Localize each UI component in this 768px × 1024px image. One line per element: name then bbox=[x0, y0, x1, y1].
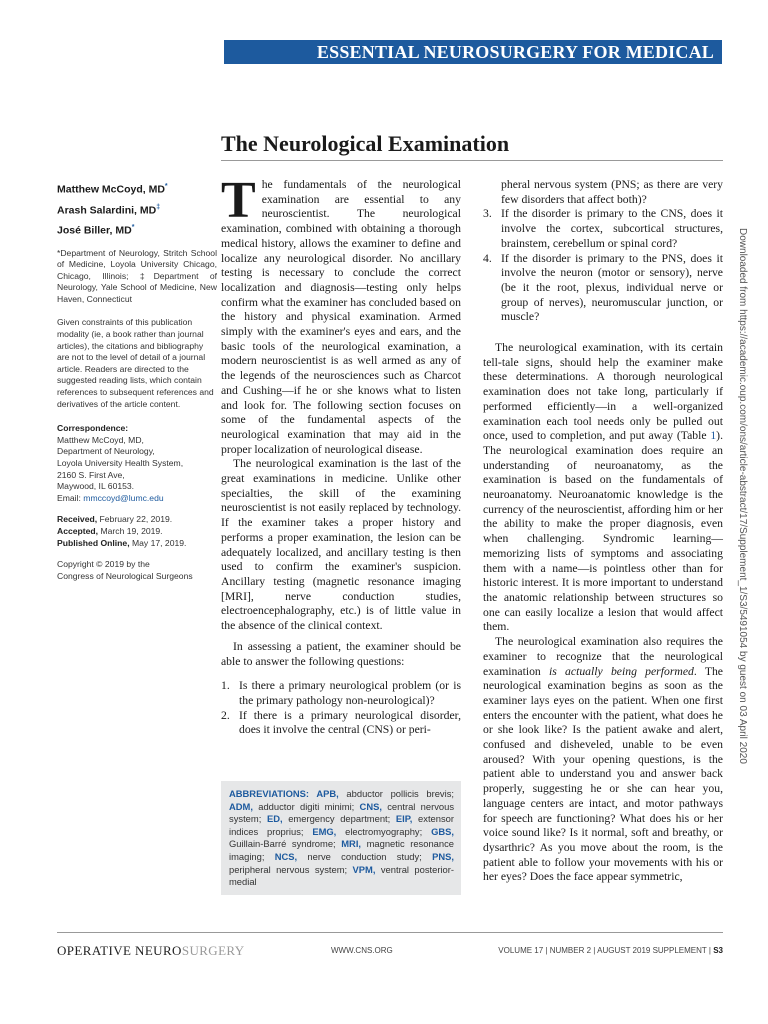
copyright: Copyright © 2019 by the Congress of Neurological Surgeons bbox=[57, 559, 193, 581]
journal-url[interactable]: WWW.CNS.ORG bbox=[331, 946, 393, 955]
article-dates: Received, February 22, 2019. Accepted, March 19, 2019. Published Online, May 17, 2019. bbox=[57, 514, 187, 548]
email-link[interactable]: mmccoyd@lumc.edu bbox=[83, 492, 164, 503]
author: José Biller, MD* bbox=[57, 224, 135, 237]
page-number: S3 bbox=[713, 946, 723, 955]
section-banner: ESSENTIAL NEUROSURGERY FOR MEDICAL STUDENTS bbox=[224, 40, 722, 64]
paragraph: The neurological examination also requires the examiner to recognize that the neurological examination is actually being performed. The neurological examination begins as soon as the examiner lays eyes on the patient. When one first enters the encounter with the patient, what does he or she look like? Is the patient awake and alert, confused and disheveled, unable to be even aroused? With your opening questions, is the patient able to understand you and answer back properly, suggesting he or she can hear you, language centers are intact, and motor pathways for speech are functioning? What does his or her voice sound like? Is it normal, soft and breathy, or dysarthric? As you move about the room, is the patient able to follow your movements with his or her eyes? Does the face appear symmetric, bbox=[483, 635, 723, 884]
paragraph: The neurological examination, with its certain tell-tale signs, should help the examiner make these determinations. A thorough neurological examination does not take long, particularly if performed efficiently—in a well-organized examination each tool needs only be pulled out once, used to completion, and put away (Table 1). The neurological examination does require an understanding of neuroanatomy, as the examination is based on the fundamentals of neuroanatomy. Neuroanatomic knowledge is the currency of the neuroscientist, affording him or her the ability to make the proper diagnosis, even when challenging. Syndromic learning—memorizing lists of symptoms and associating them with a name—is pointless other than for historic interest. It is more important to understand the anatomic relationship between structures so one can easily localize a lesion that would affect them. bbox=[483, 341, 723, 634]
affiliations: *Department of Neurology, Stritch School of Medicine, Loyola University Chicago, Chicago, Illinois; ‡Department of Neurology, Yale School of Medicine, New Haven, Connecticut bbox=[57, 247, 217, 304]
list-item: pheral nervous system (PNS; as there are very few disorders that affect both)? bbox=[501, 178, 723, 206]
body-column-2 bbox=[483, 178, 723, 885]
abbreviations-box: ABBREVIATIONS: APB, abductor pollicis brevis; ADM, adductor digiti minimi; CNS, central nervous system; ED, emergency department; EIP, extensor indices proprius; EMG, electromyography; GBS, Guillain-Barré syndrome; MRI, magnetic resonance imaging; NCS, nerve conduction study; PNS, peripheral nervous system; VPM, ventral posterior-medial bbox=[221, 781, 461, 895]
question-list bbox=[221, 679, 461, 738]
author: Matthew McCoyd, MD* bbox=[57, 183, 168, 196]
correspondence-heading: Correspondence: bbox=[57, 423, 129, 434]
table-link[interactable]: 1 bbox=[710, 429, 717, 443]
drop-cap: T bbox=[221, 172, 256, 229]
correspondence-address: Matthew McCoyd, MD, Department of Neurology, Loyola University Health System, 2160 S. First Ave, Maywood, IL 60153. Email: mmccoyd@lumc.edu bbox=[57, 434, 184, 503]
journal-name: OPERATIVE NEUROSURGERY bbox=[57, 943, 245, 958]
sidebar bbox=[57, 178, 217, 582]
issue-info: VOLUME 17 | NUMBER 2 | AUGUST 2019 SUPPLEMENT | S3 bbox=[498, 946, 723, 955]
list-item: 4. If the disorder is primary to the PNS, does it involve the neuron (motor or sensory), nerve (be it the root, plexus, individual nerve or group of nerves), neuromuscular junction, or muscle? bbox=[483, 251, 723, 324]
download-watermark: Downloaded from https://academic.oup.com/ons/article-abstract/17/Supplement_1/S3/5491054 by guest on 03 April 2020 bbox=[737, 228, 748, 764]
paragraph: The neurological examination is the last of the great examinations in medicine. Unlike other specialties, the skill of the examining neuroscientist is not easily replaced by technology. If the examiner takes a proper history and performs a proper examination, the lesion can be adequately localized, and ancillary testing is then used to confirm the examiner's suspicion. Ancillary testing (magnetic resonance imaging [MRI], nerve conduction studies, electroencephalography, etc.) is of little value in the absence of the clinical context. bbox=[221, 457, 461, 633]
author-list bbox=[57, 178, 217, 240]
paragraph: In assessing a patient, the examiner should be able to answer the following questions: bbox=[221, 639, 461, 668]
list-item: 1. Is there a primary neurological problem (or is the primary pathology non-neurological)? bbox=[221, 679, 461, 707]
article-title: The Neurological Examination bbox=[221, 131, 510, 156]
question-list-continued bbox=[483, 178, 723, 325]
body-column-1 bbox=[221, 172, 461, 738]
list-item: 2. If there is a primary neurological disorder, does it involve the central (CNS) or peri- bbox=[221, 708, 461, 737]
footer-divider bbox=[57, 932, 723, 933]
title-divider bbox=[221, 160, 723, 161]
publication-note: Given constraints of this publication modality (ie, a book rather than journal articles), the citations and bibliography are not to the level of detail of a journal article. Readers are directed to the suggested reading lists, which contain references to subsequent references and derivatives of the article content. bbox=[57, 317, 214, 409]
list-item: 3. If the disorder is primary to the CNS, does it involve the cortex, subcortical structures, brainstem, cerebellum or spinal cord? bbox=[483, 207, 723, 250]
author: Arash Salardini, MD‡ bbox=[57, 203, 161, 216]
paragraph: The fundamentals of the neurological examination are essential to any neuroscientist. The neurological examination, combined with obtaining a thorough medical history, allows the examiner to define and localize any neurological disorder. No ancillary testing is necessary to conclude the correct localization and diagnosis—testing only helps confirm what the examiner has concluded based on the history and physical examination. Armed simply with the examiner's eyes and ears, and the basic tools of the neurological examination, a modern neuroscientist is as well armed as any of the legends of the neurosciences such as Charcot and Cushing—if he or she knows what to listen and look for. The following section focuses on some of the fundamental aspects of the neurological examination that may aid in the proper localization of neurological disease. bbox=[221, 172, 461, 456]
